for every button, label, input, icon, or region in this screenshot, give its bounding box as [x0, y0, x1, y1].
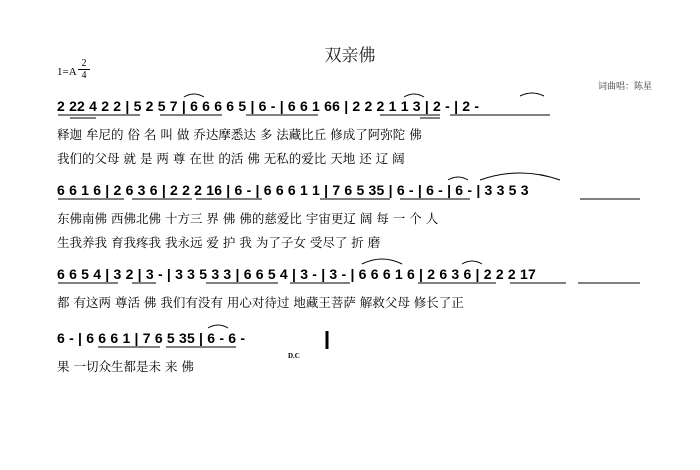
notation-line: 2 22 4 2 2 | 5 2 5 7 | 6 6 6 6 5 | 6 - | 6 6 1 66 | 2 2 2 1 1 3 | 2 - | 2 -	[57, 98, 480, 114]
time-signature	[78, 58, 90, 81]
notation-line: 6 6 5 4 | 3 2 | 3 - | 3 3 5 3 3 | 6 6 5 4 | 3 - | 3 - | 6 6 6 1 6 | 2 6 3 6 | 2 2 2 17	[57, 266, 536, 282]
score-title: 双亲佛	[324, 46, 376, 66]
da-capo-mark: D.C	[288, 352, 300, 360]
lyric-line: 都 有这两 尊活 佛 我们有没有 用心对待过 地藏王菩萨 解救父母 修长了正	[57, 295, 464, 310]
lyric-line: 释迦 牟尼的 俗 名 叫 做 乔达摩悉达 多 法藏比丘 修成了阿弥陀 佛	[57, 127, 422, 142]
meter-top: 2	[78, 58, 90, 70]
key-signature: 1=A	[57, 66, 77, 78]
lyric-line: 生我养我 育我疼我 我永远 爱 护 我 为了子女 受尽了 折 磨	[57, 235, 381, 250]
lyric-line: 东佛南佛 西佛北佛 十方三 界 佛 佛的慈爱比 宇宙更辽 阔 每 一 个 人	[57, 211, 439, 226]
lyric-line: 果 一切众生都是未 来 佛	[57, 359, 194, 374]
lyric-line: 我们的父母 就 是 两 尊 在世 的活 佛 无私的爱比 天地 还 辽 阔	[57, 151, 405, 166]
meter-bottom: 4	[81, 70, 87, 81]
notation-line: 6 - | 6 6 6 1 | 7 6 5 35 | 6 - 6 -	[57, 330, 246, 346]
credit-line: 词曲唱：陈星	[597, 82, 652, 92]
notation-line: 6 6 1 6 | 2 6 3 6 | 2 2 2 16 | 6 - | 6 6 6 1 1 | 7 6 5 35 | 6 - | 6 - | 6 - | 3 3 5 3	[57, 182, 529, 198]
